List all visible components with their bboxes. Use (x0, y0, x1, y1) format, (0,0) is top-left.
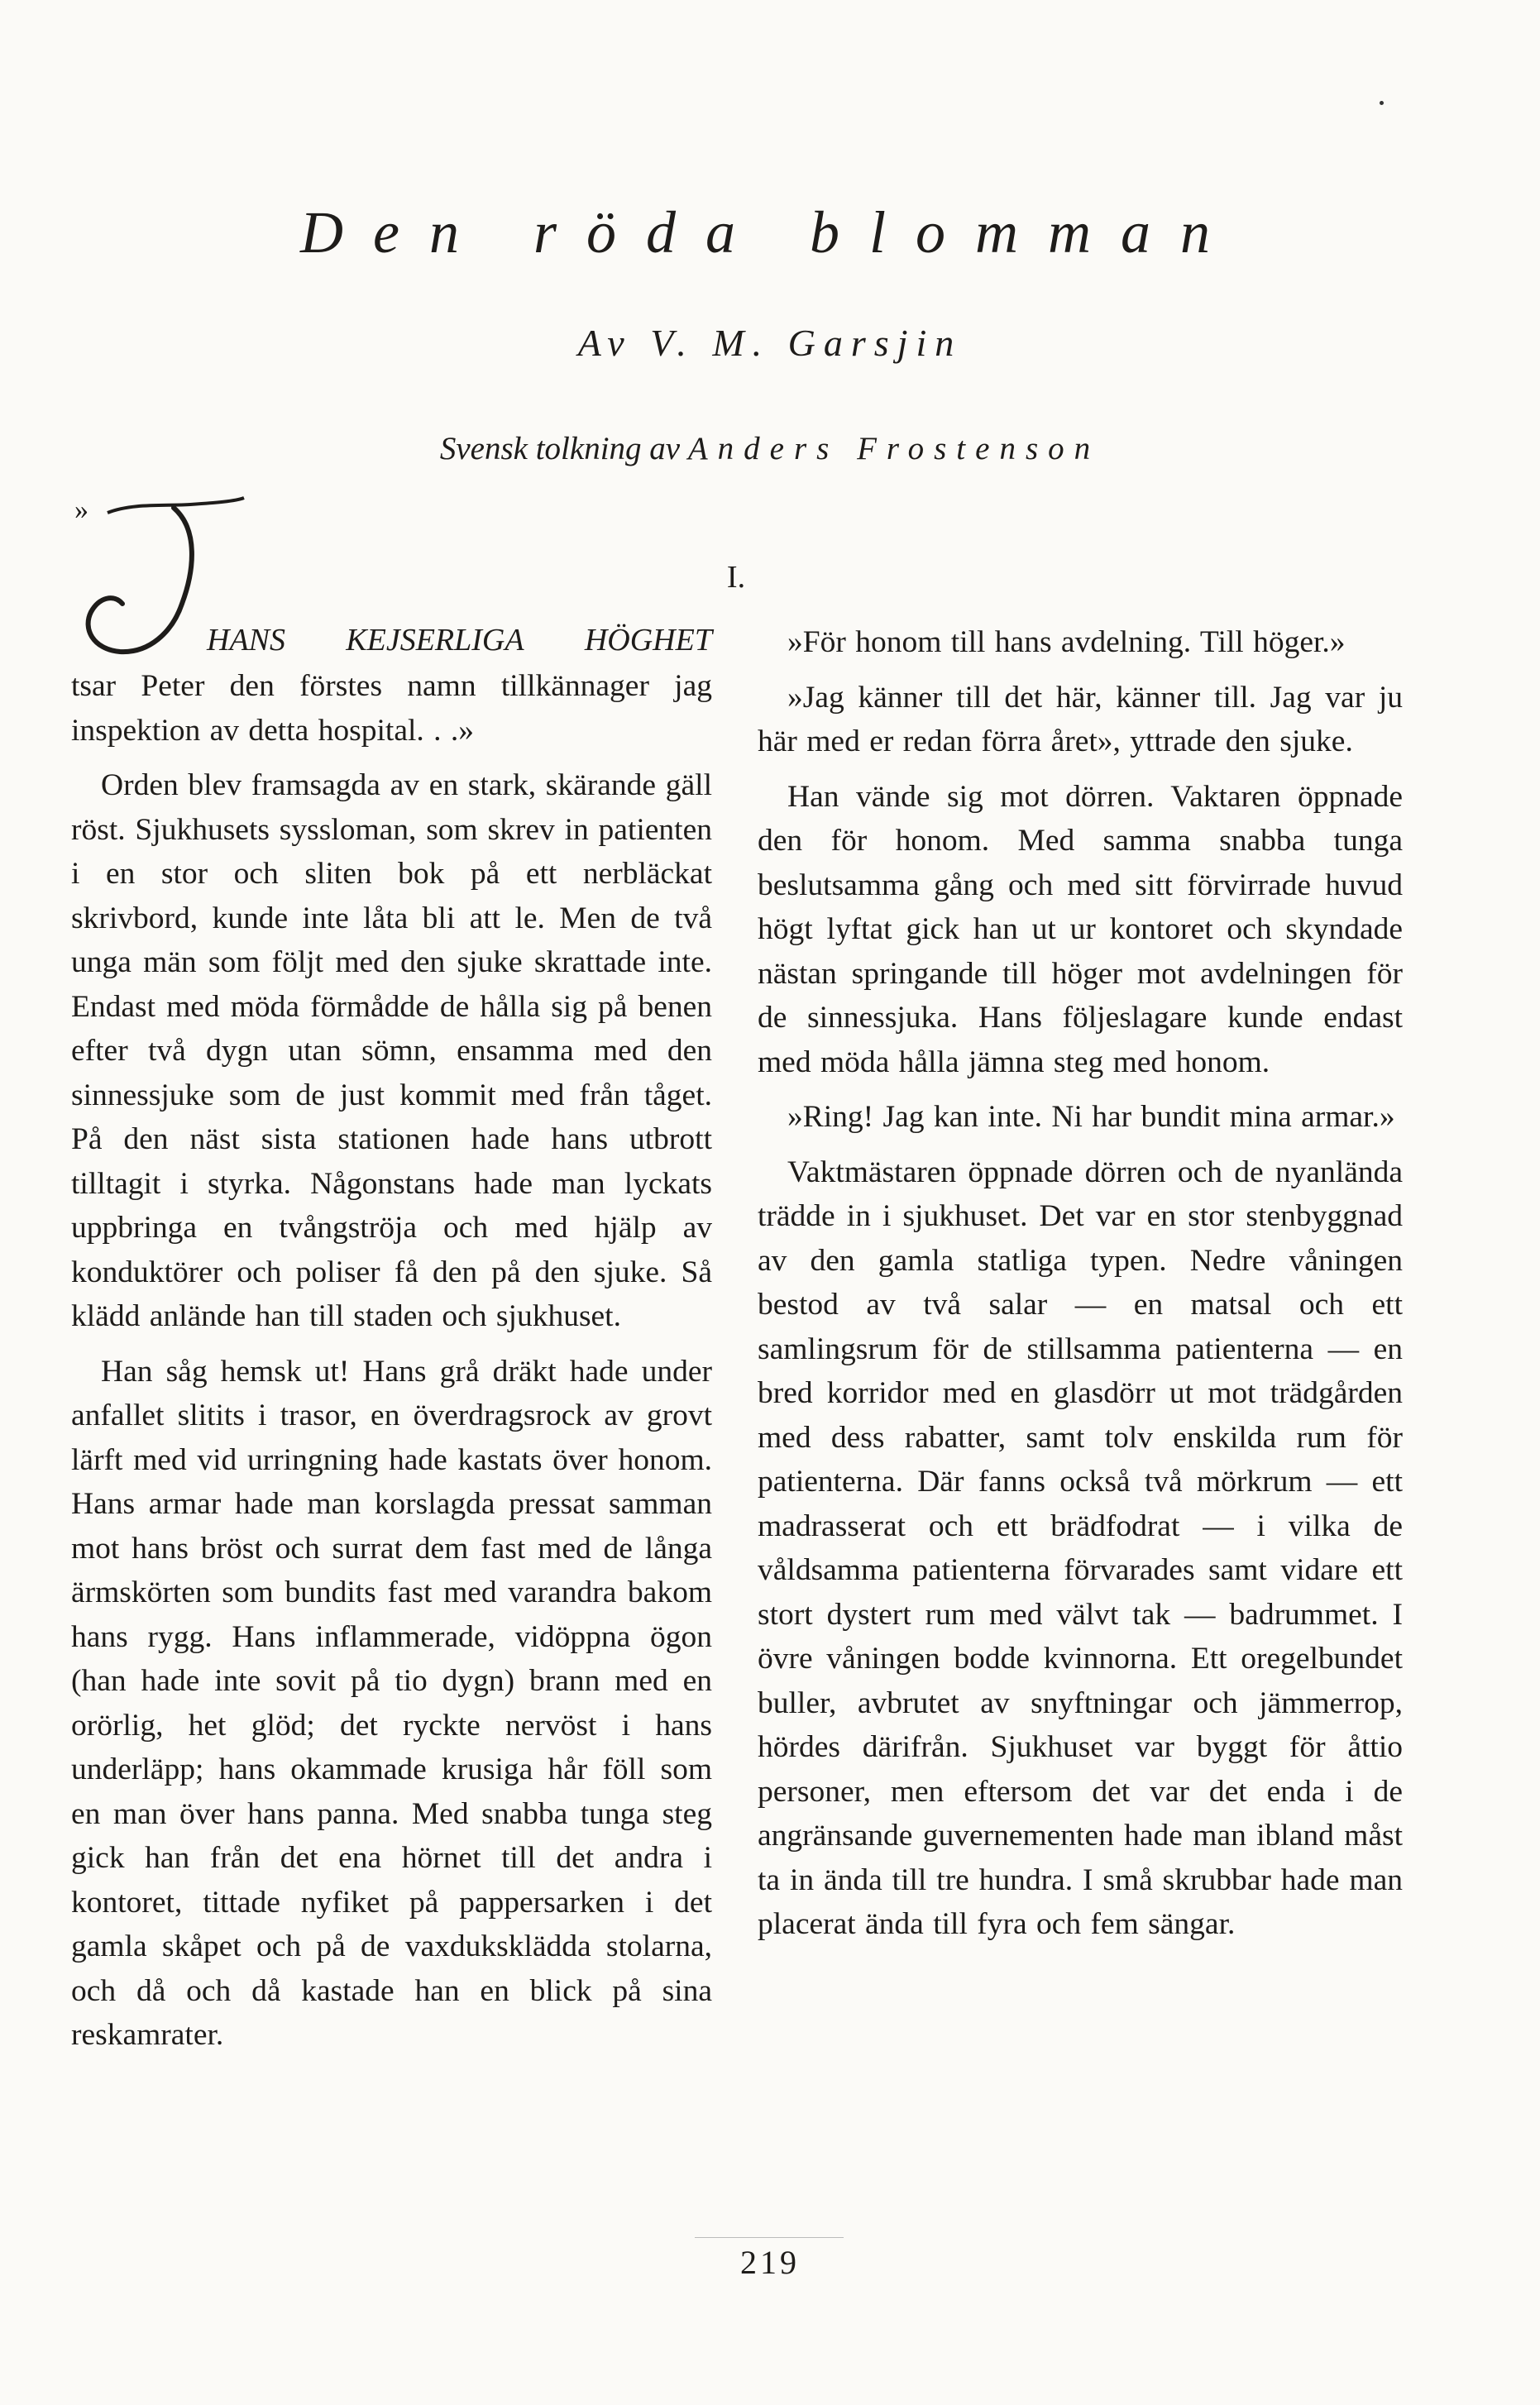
translator-prefix: Svensk tolkning av (439, 431, 681, 466)
paragraph: Orden blev framsagda av en stark, skärande gäll röst. Sjukhusets syssloman, som skrev in patienten i en stor och sliten bok på ett nerbläckat skrivbord, kunde inte låta bli att le. Men de två unga män som följt med den sjuke skrattade inte. Endast med möda förmådde de hålla sig på benen efter två dygn utan sömn, ensamma med den sinnessjuke som de just kommit med från tåget. På den näst sista stationen hade hans utbrott tilltagit i styrka. Någonstans hade man lyckats uppbringa en tvångströja och med hjälp av konduktörer och poliser få den på den sjuke. Så klädd anlände han till staden och sjukhuset. (71, 768, 712, 1333)
paragraph: »Ring! Jag kan inte. Ni har bundit mina armar.» (787, 1100, 1395, 1134)
story-title: Den röda blomman (300, 199, 1240, 265)
paper-speck (1380, 101, 1384, 105)
left-column (71, 620, 712, 2068)
paragraph: Han såg hemsk ut! Hans grå dräkt hade under anfallet slitits i trasor, en överdragsrock av grovt lärft med vid urringning hade kastats över honom. Hans armar hade man korslagda pressat samman mot hans bröst och surrat dem fast med de långa ärmskörten som bundits fast med varandra bakom hans rygg. Hans inflammerade, vidöppna ögon (han hade inte sovit på tio dygn) brann med en orörlig, het glöd; det ryckte nervöst i hans underläpp; hans okammade krusiga hår föll som en man över hans panna. Med snabba tunga steg gick han från det ena hörnet till det andra i kontoret, tittade nyfiket på pappersarken i det gamla skåpet och på de vaxduksklädda stolarna, och då och då kastade han en blick på sina reskamrater. (71, 1354, 712, 2052)
opening-word: HANS (207, 623, 285, 657)
right-column (758, 620, 1403, 1958)
translator-line (0, 430, 1540, 467)
opening-word: KEJSERLIGA (346, 623, 524, 657)
paragraph: Han vände sig mot dörren. Vaktaren öppnade den för honom. Med samma snabba tunga beslutsamma gång och med sitt förvirrade huvud högt lyftat gick han ut ur kontoret och skyndade nästan springande till höger mot avdelningen för de sinnessjuka. Hans följeslagare kunde endast med möda hålla jämna steg med honom. (758, 779, 1403, 1079)
author-line: Av V. M. Garsjin (577, 322, 963, 364)
page-number-rule (695, 2237, 844, 2238)
page-number: 219 (740, 2244, 800, 2281)
translator-name: Anders Frostenson (687, 431, 1101, 466)
opening-word: HÖGHET (584, 623, 712, 657)
paragraph: »Jag känner till det här, känner till. Jag var ju här med er redan förra året», yttrade den sjuke. (758, 680, 1403, 758)
section-number: I. (726, 560, 746, 595)
drop-cap-quote-mark: » (74, 495, 88, 525)
paragraph: tsar Peter den förstes namn tillkännager jag inspektion av detta hospital. . .» (71, 669, 712, 748)
paragraph: Vaktmästaren öppnade dörren och de nyanlända trädde in i sjukhuset. Det var en stor stenbyggnad av den gamla statliga typen. Nedre våningen bestod av två salar — en matsal och ett samlingsrum för de stillsamma patienterna — en bred korridor med en glasdörr ut mot trädgården med dess rabatter, samt tolv enskilda rum för patienterna. Där fanns också två mörkrum — ett madrasserat och ett brädfodrat — i vilka de våldsamma patienterna förvarades samt vidare ett stort dystert rum med välvt tak — badrummet. I övre våningen bodde kvinnorna. Ett oregelbundet buller, avbrutet av snyftningar och jämmerrop, hördes därifrån. Sjukhuset var byggt för åttio personer, men eftersom det var det enda i de angränsande guvernementen hade man ibland måst ta in ända till tre hundra. I små skrubbar hade man placerat ända till fyra och fem sängar. (758, 1155, 1403, 1941)
paragraph: »För honom till hans avdelning. Till höger.» (787, 625, 1346, 659)
